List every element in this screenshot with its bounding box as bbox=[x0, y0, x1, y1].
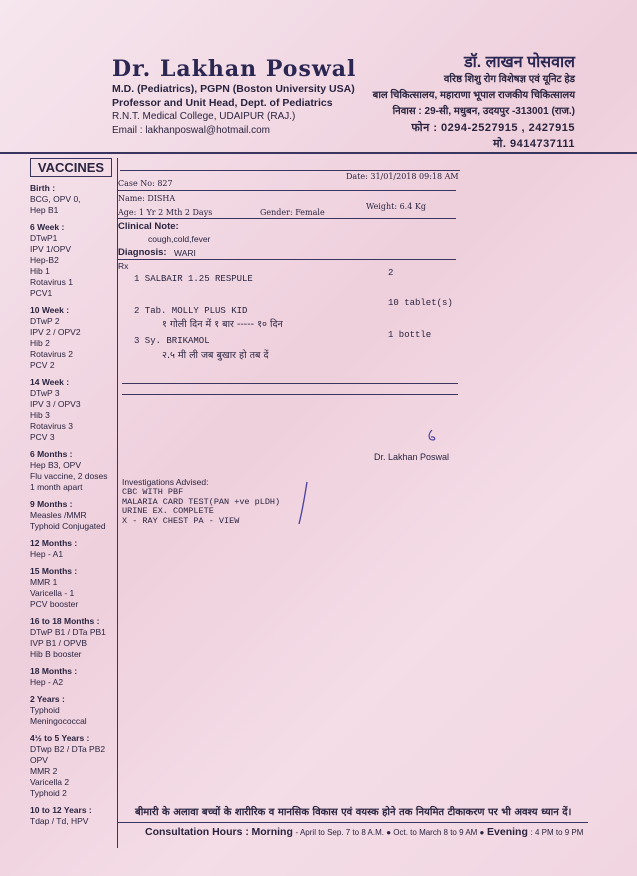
pen-stroke bbox=[293, 480, 311, 528]
evening-hours: : 4 PM to 9 PM bbox=[530, 828, 584, 837]
rx-symbol: Rx bbox=[118, 261, 129, 271]
vaccine-item: MMR 2 bbox=[30, 766, 58, 776]
vaccine-item: IPV 3 / OPV3 bbox=[30, 399, 81, 409]
vaccine-group bbox=[30, 566, 118, 610]
vaccine-age-heading: 6 Week : bbox=[30, 222, 65, 232]
footer-divider bbox=[118, 822, 588, 823]
patient-age: Age: 1 Yr 2 Mth 2 Days bbox=[118, 208, 213, 217]
patient-weight: Weight: 6.4 Kg bbox=[366, 202, 426, 211]
doctor-name-hindi: डॉ. लाखन पोसवाल bbox=[464, 54, 575, 71]
vaccine-group bbox=[30, 222, 118, 299]
vaccine-age-heading: Birth : bbox=[30, 183, 56, 193]
vaccine-item: DTwP 3 bbox=[30, 388, 60, 398]
vaccine-age-heading: 6 Months : bbox=[30, 449, 73, 459]
vaccine-group bbox=[30, 694, 118, 727]
vaccine-item: Hep B3, OPV bbox=[30, 460, 82, 470]
phone-numbers: फोन : 0294-2527915 , 2427915 bbox=[411, 122, 575, 134]
vaccine-groups bbox=[30, 183, 118, 827]
row-divider bbox=[120, 170, 460, 171]
vaccines-title: VACCINES bbox=[30, 158, 112, 177]
investigation-item: URINE EX. COMPLETE bbox=[122, 506, 214, 516]
vaccine-group bbox=[30, 666, 118, 688]
row-divider bbox=[122, 383, 458, 384]
investigation-item: X - RAY CHEST PA - VIEW bbox=[122, 515, 240, 526]
doctor-signature: Dr. Lakhan Poswal bbox=[374, 452, 450, 462]
vaccine-item: Flu vaccine, 2 doses bbox=[30, 471, 108, 481]
vaccine-item: BCG, OPV 0, bbox=[30, 194, 81, 204]
vaccine-item: Hep B1 bbox=[30, 205, 59, 215]
vaccine-age-heading: 9 Months : bbox=[30, 499, 73, 509]
vaccine-item: Rotavirus 1 bbox=[30, 277, 73, 287]
vaccine-item: PCV booster bbox=[30, 599, 79, 609]
vaccine-item: DTwP B1 / DTa PB1 bbox=[30, 627, 106, 637]
vaccine-age-heading: 10 to 12 Years : bbox=[30, 805, 92, 815]
doctor-degrees: M.D. (Pediatrics), PGPN (Boston University USA) bbox=[112, 83, 355, 95]
medicine-name: 2 Tab. MOLLY PLUS KID bbox=[134, 306, 248, 316]
vaccine-group bbox=[30, 733, 118, 799]
patient-name: Name: DISHA bbox=[118, 194, 176, 203]
hindi-title-line2: बाल चिकित्सालय, महाराणा भूपाल राजकीय चिकित्सालय bbox=[372, 90, 575, 101]
vaccine-item: Tdap / Td, HPV bbox=[30, 816, 89, 826]
vaccine-age-heading: 2 Years : bbox=[30, 694, 65, 704]
medicine-quantity: 10 tablet(s) bbox=[388, 298, 453, 308]
vaccine-item: IPV 1/OPV bbox=[30, 244, 72, 254]
case-number: Case No: 827 bbox=[118, 179, 173, 188]
doctor-email: Email : lakhanposwal@hotmail.com bbox=[112, 125, 270, 136]
vaccine-schedule bbox=[30, 158, 118, 848]
vaccine-item: DTwP 2 bbox=[30, 316, 60, 326]
vaccine-item: Measles /MMR bbox=[30, 510, 87, 520]
row-divider bbox=[118, 190, 456, 191]
vaccine-item: Varicella - 1 bbox=[30, 588, 75, 598]
diagnosis-label: Diagnosis: bbox=[118, 247, 167, 258]
vaccine-item: Typhoid 2 bbox=[30, 788, 67, 798]
medicine-quantity: 1 bottle bbox=[388, 330, 432, 340]
vaccine-group bbox=[30, 538, 118, 560]
vaccine-item: OPV bbox=[30, 755, 48, 765]
vaccine-item: DTwP1 bbox=[30, 233, 58, 243]
vaccine-item: Hib 1 bbox=[30, 266, 50, 276]
row-divider bbox=[118, 218, 456, 219]
vaccine-age-heading: 16 to 18 Months : bbox=[30, 616, 100, 626]
vaccine-item: IPV 2 / OPV2 bbox=[30, 327, 81, 337]
diagnosis-value: WARI bbox=[174, 248, 196, 258]
vaccine-item: PCV1 bbox=[30, 288, 53, 298]
vaccine-item: Typhoid bbox=[30, 705, 60, 715]
vaccine-item: Hep-B2 bbox=[30, 255, 59, 265]
vaccine-group bbox=[30, 305, 118, 371]
doctor-position: Professor and Unit Head, Dept. of Pediatrics bbox=[112, 97, 333, 109]
letterhead-left bbox=[112, 56, 356, 138]
hindi-title-line1: वरिष्ठ शिशु रोग विशेषज्ञ एवं यूनिट हेड bbox=[443, 74, 575, 85]
medicine-name: 3 Sy. BRIKAMOL bbox=[134, 336, 210, 346]
clinical-note-label: Clinical Note: bbox=[118, 221, 179, 232]
vaccine-age-heading: 15 Months : bbox=[30, 566, 78, 576]
signature-scribble bbox=[424, 428, 440, 444]
vaccine-item: Hib B booster bbox=[30, 649, 82, 659]
row-divider bbox=[122, 394, 458, 395]
medicine-name: 1 SALBAIR 1.25 RESPULE bbox=[134, 274, 253, 284]
vaccine-item: PCV 3 bbox=[30, 432, 55, 442]
evening-label: Evening bbox=[487, 826, 528, 838]
dosage-instruction: १ गोली दिन में १ बार ----- १० दिन bbox=[162, 319, 283, 330]
visit-date: Date: 31/01/2018 09:18 AM bbox=[346, 172, 459, 181]
vaccine-age-heading: 18 Months : bbox=[30, 666, 78, 676]
footer-note-hindi: बीमारी के अलावा बच्चों के शारीरिक व मानसिक विकास एवं वयस्क होने तक नियमित टीकाकरण पर भी अवश्य ध्यान दें। bbox=[135, 807, 572, 818]
hindi-address: निवास : 29-सी, मधुबन, उदयपुर -313001 (राज.) bbox=[392, 106, 575, 117]
morning-hours: - April to Sep. 7 to 8 A.M. ● Oct. to March 8 to 9 AM ● bbox=[295, 828, 485, 837]
vaccine-age-heading: 14 Week : bbox=[30, 377, 70, 387]
prescription-body bbox=[118, 158, 578, 798]
medicine-quantity: 2 bbox=[388, 268, 394, 278]
letterhead-right bbox=[373, 50, 575, 152]
vaccine-item: Hib 3 bbox=[30, 410, 50, 420]
dosage-instruction: २.५ मी ली जब बुखार हो तब दें bbox=[162, 350, 269, 361]
investigation-item: MALARIA CARD TEST(PAN +ve pLDH) bbox=[122, 496, 281, 507]
investigation-item: CBC WITH PBF bbox=[122, 487, 184, 497]
vaccine-group bbox=[30, 616, 118, 660]
morning-label: Morning bbox=[251, 826, 293, 838]
vaccine-item: 1 month apart bbox=[30, 482, 83, 492]
hours-label: Consultation Hours : bbox=[145, 826, 249, 838]
vaccine-age-heading: 12 Months : bbox=[30, 538, 78, 548]
vaccine-age-heading: 10 Week : bbox=[30, 305, 70, 315]
consultation-hours bbox=[145, 826, 583, 838]
vaccine-group bbox=[30, 377, 118, 443]
doctor-name: Dr. Lakhan Poswal bbox=[112, 56, 357, 82]
vaccine-item: Hib 2 bbox=[30, 338, 50, 348]
vaccine-item: Varicella 2 bbox=[30, 777, 70, 787]
vaccine-item: Meningococcal bbox=[30, 716, 87, 726]
vaccine-item: Hep - A2 bbox=[30, 677, 64, 687]
vaccine-group bbox=[30, 499, 118, 532]
doctor-institution: R.N.T. Medical College, UDAIPUR (RAJ.) bbox=[112, 111, 296, 122]
patient-gender: Gender: Female bbox=[260, 208, 325, 217]
vaccine-group bbox=[30, 805, 118, 827]
vaccine-item: IVP B1 / OPVB bbox=[30, 638, 88, 648]
vaccine-item: DTwp B2 / DTa PB2 bbox=[30, 744, 106, 754]
vaccine-group bbox=[30, 449, 118, 493]
vaccine-item: Rotavirus 2 bbox=[30, 349, 73, 359]
investigations-list bbox=[122, 488, 280, 526]
vaccine-age-heading: 4½ to 5 Years : bbox=[30, 733, 90, 743]
mobile-number: मो. 9414737111 bbox=[492, 138, 575, 150]
investigations-label: Investigations Advised: bbox=[122, 477, 209, 487]
vaccine-item: Typhoid Conjugated bbox=[30, 521, 106, 531]
vaccine-group bbox=[30, 183, 118, 216]
vaccine-item: Hep - A1 bbox=[30, 549, 64, 559]
vaccine-item: Rotavirus 3 bbox=[30, 421, 73, 431]
clinical-note: cough,cold,fever bbox=[148, 234, 211, 244]
vaccine-item: PCV 2 bbox=[30, 360, 55, 370]
row-divider bbox=[118, 259, 456, 260]
vaccine-item: MMR 1 bbox=[30, 577, 58, 587]
header-divider bbox=[0, 152, 637, 154]
